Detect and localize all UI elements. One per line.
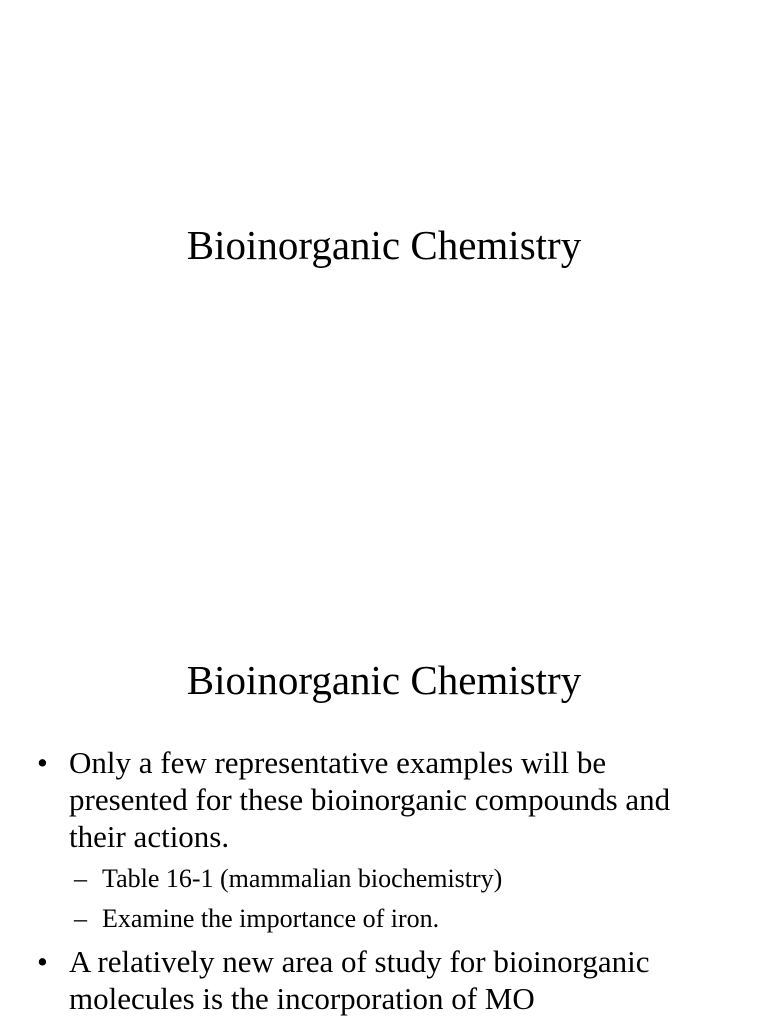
sub-bullet-mark: – (74, 864, 87, 893)
sub-bullet-item (68, 899, 728, 939)
bullet-mark: • (37, 944, 48, 979)
slide-2-title: Bioinorganic Chemistry (186, 657, 582, 703)
bullet-mark: • (37, 745, 48, 780)
slide-2-bullet-list (0, 744, 768, 1017)
sub-bullet-list (69, 859, 728, 939)
bullet-item (0, 943, 768, 1017)
sub-bullet-item (68, 859, 728, 899)
bullet-item (0, 744, 768, 939)
sub-bullet-text: Table 16-1 (mammalian biochemistry) (102, 864, 503, 893)
slide-1-title: Bioinorganic Chemistry (186, 222, 582, 268)
sub-bullet-text: Examine the importance of iron. (102, 904, 440, 933)
bullet-text: A relatively new area of study for bioinorganic molecules is the incorporation of MO (69, 944, 650, 1016)
sub-bullet-mark: – (74, 904, 87, 933)
bullet-text: Only a few representative examples will be presented for these bioinorganic compounds and their actions. (69, 745, 671, 854)
